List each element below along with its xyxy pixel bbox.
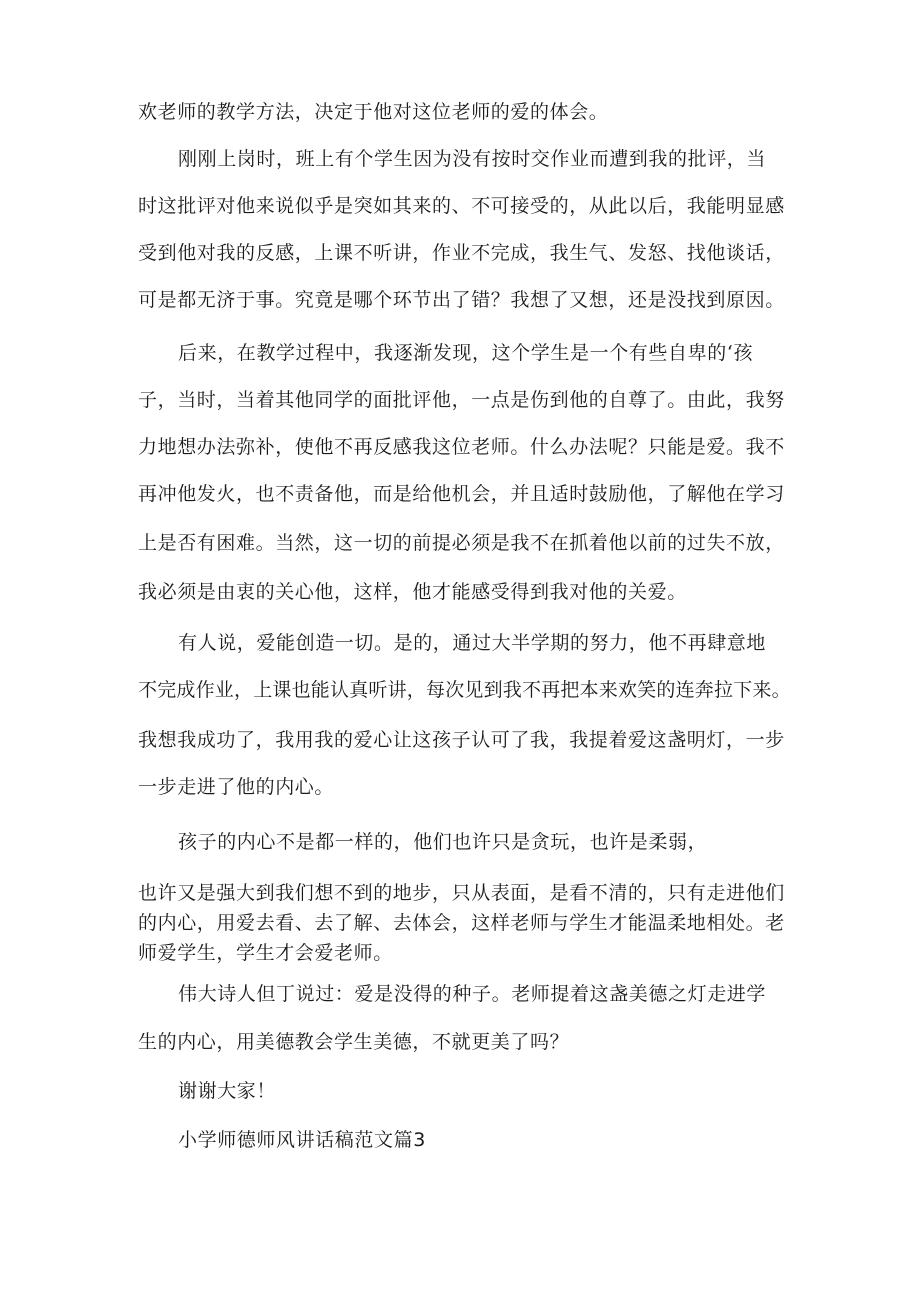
text-line: 一步走进了他的内心。: [138, 776, 335, 798]
text-line: 我想我成功了，我用我的爱心让这孩子认可了我，我提着爱这盏明灯，一步: [138, 729, 785, 751]
text-line: 师爱学生，学生才会爱老师。: [138, 942, 393, 964]
text-line: 时这批评对他来说似乎是突如其来的、不可接受的，从此以后，我能明显感: [138, 195, 785, 217]
section-heading: 小学师德师风讲话稿范文篇3: [178, 1129, 426, 1151]
text-line: 力地想办法弥补，使他不再反感我这位老师。什么办法呢？只能是爱。我不: [138, 436, 785, 458]
paragraph-first-line: 孩子的内心不是都一样的，他们也许只是贪玩，也许是柔弱，: [178, 831, 708, 853]
paragraph-first-line: 刚刚上岗时，班上有个学生因为没有按时交作业而遭到我的批评，当: [178, 148, 767, 170]
text-line: 子，当时，当着其他同学的面批评他，一点是伤到他的自尊了。由此，我努: [138, 389, 785, 411]
text-line: 我必须是由衷的关心他，这样，他才能感受得到我对他的关爱。: [138, 581, 687, 603]
text-line: 受到他对我的反感，上课不听讲，作业不完成，我生气、发怒、找他谈话，: [138, 242, 785, 264]
text-line: 欢老师的教学方法，决定于他对这位老师的爱的体会。: [138, 101, 609, 123]
text-line: 的内心，用爱去看、去了解、去体会，这样老师与学生才能温柔地相处。老: [138, 912, 785, 934]
closing-line: 谢谢大家！: [178, 1080, 277, 1102]
paragraph-first-line: 有人说，爱能创造一切。是的，通过大半学期的努力，他不再肆意地: [178, 632, 767, 654]
text-line: 不完成作业，上课也能认真听讲，每次见到我不再把本来欢笑的连奔拉下来。: [138, 679, 791, 701]
text-line: 上是否有困难。当然，这一切的前提必须是我不在抓着他以前的过失不放，: [138, 532, 785, 554]
text-line: 可是都无济于事。究竟是哪个环节出了错？我想了又想，还是没找到原因。: [138, 289, 785, 311]
paragraph-first-line: 伟大诗人但丁说过：爱是没得的种子。老师提着这盏美德之灯走进学: [178, 983, 767, 1005]
paragraph-first-line: 后来，在教学过程中，我逐渐发现，这个学生是一个有些自卑的‘孩: [178, 342, 754, 364]
text-line: 再冲他发火，也不责备他，而是给他机会，并且适时鼓励他，了解他在学习: [138, 483, 785, 505]
text-line: 也许又是强大到我们想不到的地步，只从表面，是看不清的，只有走进他们: [138, 882, 785, 904]
text-line: 生的内心，用美德教会学生美德，不就更美了吗？: [138, 1031, 570, 1053]
